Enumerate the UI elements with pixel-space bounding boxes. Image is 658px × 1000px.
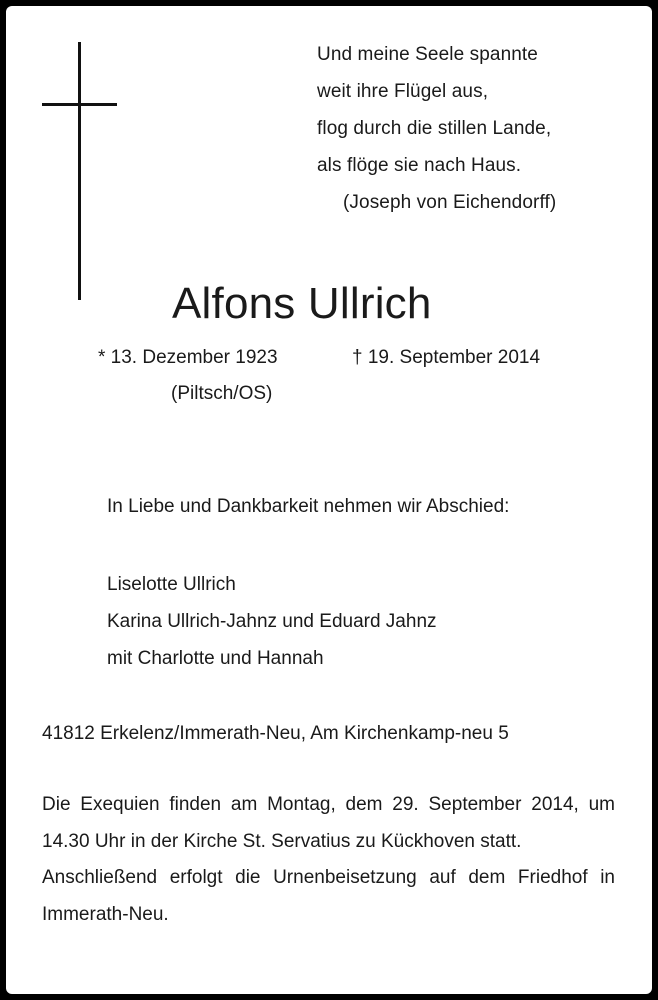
birth-date: * 13. Dezember 1923 <box>98 347 278 368</box>
poem-line: Und meine Seele spannte <box>317 44 538 65</box>
poem-line: weit ihre Flügel aus, <box>317 81 489 102</box>
exequies-text: Die Exequien finden am Montag, dem 29. September 2014, um 14.30 Uhr in der Kirche St. Servatius zu Kückhoven statt. <box>42 794 615 852</box>
poem-author: (Joseph von Eichendorff) <box>343 192 557 213</box>
family-address: 41812 Erkelenz/Immerath-Neu, Am Kirchenkamp-neu 5 <box>42 723 509 744</box>
cross-vertical-bar <box>78 42 81 300</box>
mourner-name: Liselotte Ullrich <box>107 574 236 595</box>
birthplace: (Piltsch/OS) <box>171 383 273 404</box>
deceased-name: Alfons Ullrich <box>172 279 432 328</box>
burial-text: Anschließend erfolgt die Urnenbeisetzung auf dem Friedhof in Immerath-Neu. <box>42 867 615 925</box>
cross-horizontal-bar <box>42 103 117 106</box>
obituary-notice <box>6 6 652 994</box>
mourners-list <box>107 566 437 677</box>
death-date: † 19. September 2014 <box>352 347 541 368</box>
mourner-name: Karina Ullrich-Jahnz und Eduard Jahnz <box>107 611 437 632</box>
service-details <box>42 787 615 933</box>
mourner-name: mit Charlotte und Hannah <box>107 648 324 669</box>
poem-line: flog durch die stillen Lande, <box>317 118 552 139</box>
poem-line: als flöge sie nach Haus. <box>317 155 522 176</box>
farewell-intro: In Liebe und Dankbarkeit nehmen wir Abschied: <box>107 496 510 517</box>
poem <box>317 36 556 221</box>
